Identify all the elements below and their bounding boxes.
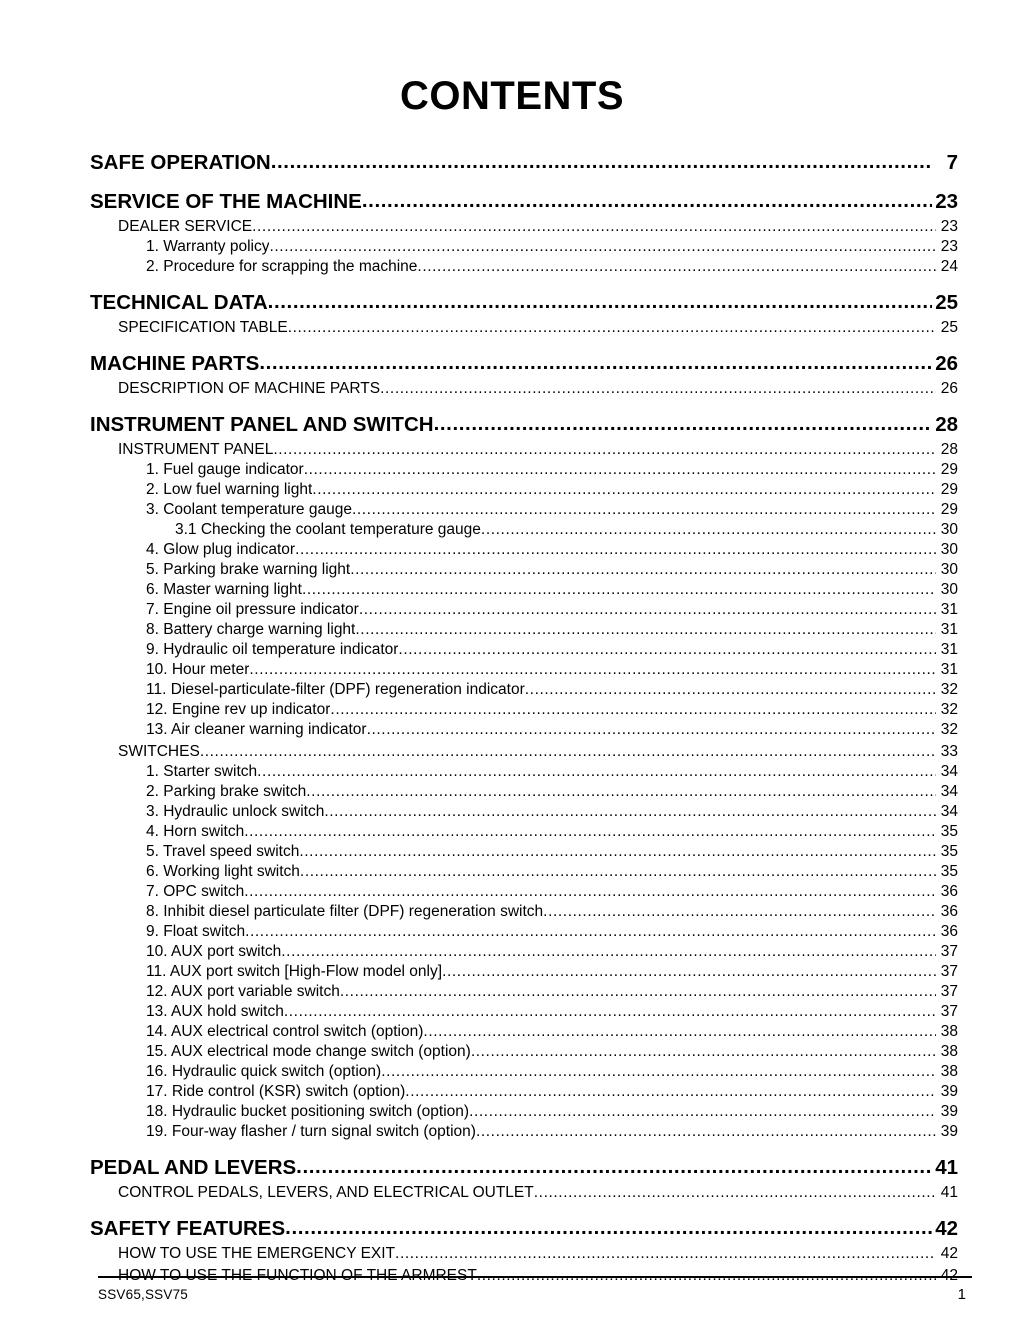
toc-entry[interactable] bbox=[90, 185, 958, 215]
toc-entry[interactable] bbox=[90, 620, 958, 640]
toc-entry[interactable] bbox=[90, 316, 958, 338]
toc-entry-page-number: 29 bbox=[940, 501, 958, 518]
toc-entry-page-number: 23 bbox=[940, 218, 958, 235]
toc-dot-leader bbox=[268, 289, 932, 315]
toc-entry-page-number: 37 bbox=[940, 983, 958, 1000]
toc-dot-leader bbox=[252, 217, 936, 237]
toc-entry-label: 12. AUX port variable switch bbox=[146, 983, 340, 1000]
toc-dot-leader bbox=[398, 640, 936, 660]
toc-entry-page-number: 23 bbox=[935, 190, 958, 213]
toc-dot-leader bbox=[249, 660, 936, 680]
toc-dot-leader bbox=[362, 188, 932, 214]
toc-entry-page-number: 34 bbox=[940, 763, 958, 780]
toc-entry[interactable] bbox=[90, 1082, 958, 1102]
toc-entry[interactable] bbox=[90, 942, 958, 962]
toc-entry-page-number: 36 bbox=[940, 883, 958, 900]
toc-entry[interactable] bbox=[90, 560, 958, 580]
toc-entry-label: DESCRIPTION OF MACHINE PARTS bbox=[118, 380, 381, 397]
toc-dot-leader bbox=[471, 1042, 936, 1062]
toc-entry-page-number: 28 bbox=[935, 413, 958, 436]
toc-entry[interactable] bbox=[90, 377, 958, 399]
toc-entry-page-number: 30 bbox=[940, 581, 958, 598]
toc-entry-label: 13. Air cleaner warning indicator bbox=[146, 721, 367, 738]
toc-dot-leader bbox=[380, 379, 936, 399]
toc-entry-page-number: 38 bbox=[940, 1043, 958, 1060]
toc-entry-page-number: 38 bbox=[940, 1023, 958, 1040]
toc-entry-page-number: 30 bbox=[940, 561, 958, 578]
toc-entry-page-number: 42 bbox=[935, 1217, 958, 1240]
toc-dot-leader bbox=[543, 902, 936, 922]
toc-entry-page-number: 37 bbox=[940, 943, 958, 960]
toc-dot-leader bbox=[302, 580, 936, 600]
toc-entry-label: 4. Horn switch bbox=[146, 823, 245, 840]
toc-entry[interactable] bbox=[90, 882, 958, 902]
toc-dot-leader bbox=[244, 882, 936, 902]
toc-dot-leader bbox=[340, 982, 936, 1002]
toc-entry[interactable] bbox=[90, 1102, 958, 1122]
toc-entry-page-number: 30 bbox=[940, 521, 958, 538]
toc-entry-page-number: 37 bbox=[940, 963, 958, 980]
toc-entry[interactable] bbox=[90, 215, 958, 237]
toc-entry-label: 11. AUX port switch [High-Flow model only] bbox=[146, 963, 443, 980]
toc-entry-label: 8. Battery charge warning light bbox=[146, 621, 356, 638]
toc-entry-label: SPECIFICATION TABLE bbox=[118, 319, 288, 336]
toc-entry-label: HOW TO USE THE FUNCTION OF THE ARMREST bbox=[118, 1267, 477, 1284]
toc-entry[interactable] bbox=[90, 720, 958, 740]
toc-entry-label: 10. AUX port switch bbox=[146, 943, 282, 960]
toc-entry-page-number: 39 bbox=[940, 1123, 958, 1140]
toc-entry-label: DEALER SERVICE bbox=[118, 218, 253, 235]
toc-entry[interactable] bbox=[90, 1212, 958, 1242]
toc-entry-page-number: 35 bbox=[940, 863, 958, 880]
toc-entry[interactable] bbox=[90, 680, 958, 700]
toc-entry-label: 13. AUX hold switch bbox=[146, 1003, 284, 1020]
toc-entry-page-number: 23 bbox=[940, 238, 958, 255]
toc-dot-leader bbox=[525, 680, 936, 700]
toc-dot-leader bbox=[300, 862, 936, 882]
toc-entry[interactable] bbox=[90, 237, 958, 257]
toc-entry-page-number: 37 bbox=[940, 1003, 958, 1020]
toc-dot-leader bbox=[476, 1122, 936, 1142]
toc-entry[interactable] bbox=[90, 520, 958, 540]
toc-entry-label: 4. Glow plug indicator bbox=[146, 541, 296, 558]
toc-entry-page-number: 29 bbox=[940, 461, 958, 478]
toc-entry[interactable] bbox=[90, 600, 958, 620]
toc-entry[interactable] bbox=[90, 1062, 958, 1082]
toc-entry[interactable] bbox=[90, 842, 958, 862]
toc-entry[interactable] bbox=[90, 1022, 958, 1042]
toc-entry[interactable] bbox=[90, 740, 958, 762]
toc-entry-page-number: 26 bbox=[940, 380, 958, 397]
toc-dot-leader bbox=[281, 942, 936, 962]
table-of-contents bbox=[90, 146, 958, 1286]
toc-entry-label: SERVICE OF THE MACHINE bbox=[90, 190, 362, 213]
toc-entry[interactable] bbox=[90, 500, 958, 520]
toc-entry-label: 15. AUX electrical mode change switch (option) bbox=[146, 1043, 471, 1060]
toc-dot-leader bbox=[350, 560, 936, 580]
toc-entry[interactable] bbox=[90, 286, 958, 316]
toc-entry-label: PEDAL AND LEVERS bbox=[90, 1156, 297, 1179]
toc-dot-leader bbox=[288, 318, 936, 338]
toc-entry-label: 19. Four-way flasher / turn signal switch (option) bbox=[146, 1123, 476, 1140]
toc-entry-label: 11. Diesel-particulate-filter (DPF) regeneration indicator bbox=[146, 681, 525, 698]
toc-dot-leader bbox=[355, 620, 936, 640]
toc-entry[interactable] bbox=[90, 408, 958, 438]
toc-entry[interactable] bbox=[90, 700, 958, 720]
toc-dot-leader bbox=[367, 720, 936, 740]
toc-entry-page-number: 38 bbox=[940, 1063, 958, 1080]
toc-dot-leader bbox=[200, 742, 936, 762]
toc-dot-leader bbox=[273, 440, 936, 460]
toc-entry-page-number: 33 bbox=[940, 743, 958, 760]
toc-dot-leader bbox=[285, 1215, 932, 1241]
toc-entry[interactable] bbox=[90, 962, 958, 982]
page-footer bbox=[98, 1276, 972, 1303]
toc-entry[interactable] bbox=[90, 922, 958, 942]
toc-entry-page-number: 32 bbox=[940, 701, 958, 718]
toc-entry-label: SAFE OPERATION bbox=[90, 151, 271, 174]
toc-dot-leader bbox=[434, 411, 932, 437]
toc-entry-page-number: 7 bbox=[946, 151, 958, 174]
toc-entry[interactable] bbox=[90, 1242, 958, 1264]
toc-entry-label: 2. Low fuel warning light bbox=[146, 481, 313, 498]
toc-entry-label: 16. Hydraulic quick switch (option) bbox=[146, 1063, 382, 1080]
toc-entry-label: 9. Hydraulic oil temperature indicator bbox=[146, 641, 399, 658]
toc-dot-leader bbox=[312, 480, 936, 500]
toc-entry-page-number: 41 bbox=[935, 1156, 958, 1179]
toc-entry[interactable] bbox=[90, 660, 958, 680]
toc-entry[interactable] bbox=[90, 802, 958, 822]
toc-entry-page-number: 35 bbox=[940, 843, 958, 860]
toc-entry-page-number: 36 bbox=[940, 903, 958, 920]
toc-entry-label: 7. Engine oil pressure indicator bbox=[146, 601, 359, 618]
toc-dot-leader bbox=[269, 237, 936, 257]
toc-dot-leader bbox=[381, 1062, 936, 1082]
toc-entry-page-number: 31 bbox=[940, 661, 958, 678]
toc-dot-leader bbox=[481, 520, 936, 540]
toc-entry[interactable] bbox=[90, 480, 958, 500]
toc-dot-leader bbox=[405, 1082, 936, 1102]
toc-entry-label: 10. Hour meter bbox=[146, 661, 250, 678]
toc-entry[interactable] bbox=[90, 1151, 958, 1181]
toc-entry-page-number: 35 bbox=[940, 823, 958, 840]
toc-entry-page-number: 28 bbox=[940, 441, 958, 458]
toc-entry-label: 3. Coolant temperature gauge bbox=[146, 501, 352, 518]
toc-entry-label: 6. Working light switch bbox=[146, 863, 300, 880]
toc-dot-leader bbox=[469, 1102, 936, 1122]
toc-entry-page-number: 25 bbox=[935, 291, 958, 314]
toc-dot-leader bbox=[423, 1022, 936, 1042]
toc-entry[interactable] bbox=[90, 1181, 958, 1203]
toc-entry[interactable] bbox=[90, 902, 958, 922]
toc-entry[interactable] bbox=[90, 862, 958, 882]
toc-dot-leader bbox=[259, 350, 932, 376]
footer-model-label: SSV65,SSV75 bbox=[98, 1287, 189, 1302]
toc-entry-label: SWITCHES bbox=[118, 743, 200, 760]
toc-entry-label: 17. Ride control (KSR) switch (option) bbox=[146, 1083, 406, 1100]
toc-dot-leader bbox=[257, 762, 936, 782]
toc-entry-page-number: 34 bbox=[940, 803, 958, 820]
toc-entry-label: 9. Float switch bbox=[146, 923, 246, 940]
toc-entry-label: 1. Starter switch bbox=[146, 763, 258, 780]
toc-entry[interactable] bbox=[90, 146, 958, 176]
toc-entry[interactable] bbox=[90, 822, 958, 842]
toc-entry-page-number: 41 bbox=[940, 1184, 958, 1201]
toc-entry-page-number: 25 bbox=[940, 319, 958, 336]
toc-dot-leader bbox=[534, 1183, 936, 1203]
toc-entry[interactable] bbox=[90, 1122, 958, 1142]
toc-entry-page-number: 39 bbox=[940, 1103, 958, 1120]
toc-entry-page-number: 42 bbox=[940, 1245, 958, 1262]
toc-entry-page-number: 32 bbox=[940, 721, 958, 738]
toc-dot-leader bbox=[299, 842, 936, 862]
toc-entry[interactable] bbox=[90, 1042, 958, 1062]
toc-entry-label: INSTRUMENT PANEL AND SWITCH bbox=[90, 413, 434, 436]
toc-entry[interactable] bbox=[90, 1002, 958, 1022]
toc-entry-label: 5. Parking brake warning light bbox=[146, 561, 351, 578]
toc-entry-page-number: 32 bbox=[940, 681, 958, 698]
toc-entry-label: 8. Inhibit diesel particulate filter (DPF) regeneration switch bbox=[146, 903, 544, 920]
page-title: CONTENTS bbox=[400, 74, 624, 118]
toc-entry-label: 12. Engine rev up indicator bbox=[146, 701, 331, 718]
toc-entry-label: TECHNICAL DATA bbox=[90, 291, 268, 314]
toc-entry[interactable] bbox=[90, 460, 958, 480]
toc-entry[interactable] bbox=[90, 257, 958, 277]
toc-entry[interactable] bbox=[90, 438, 958, 460]
toc-entry-label: INSTRUMENT PANEL bbox=[118, 441, 274, 458]
toc-entry-page-number: 26 bbox=[935, 352, 958, 375]
toc-entry-label: 2. Procedure for scrapping the machine bbox=[146, 258, 418, 275]
toc-entry-page-number: 30 bbox=[940, 541, 958, 558]
toc-entry-page-number: 39 bbox=[940, 1083, 958, 1100]
toc-dot-leader bbox=[295, 540, 936, 560]
toc-entry-label: CONTROL PEDALS, LEVERS, AND ELECTRICAL OUTLET bbox=[118, 1184, 534, 1201]
toc-entry-label: 3.1 Checking the coolant temperature gauge bbox=[175, 521, 481, 538]
toc-entry[interactable] bbox=[90, 347, 958, 377]
toc-entry-label: MACHINE PARTS bbox=[90, 352, 260, 375]
toc-entry-label: 18. Hydraulic bucket positioning switch (option) bbox=[146, 1103, 470, 1120]
toc-dot-leader bbox=[324, 802, 936, 822]
toc-entry-label: 5. Travel speed switch bbox=[146, 843, 300, 860]
footer-page-number: 1 bbox=[957, 1286, 966, 1303]
toc-entry-label: 1. Warranty policy bbox=[146, 238, 270, 255]
toc-entry[interactable] bbox=[90, 982, 958, 1002]
toc-entry-page-number: 31 bbox=[940, 601, 958, 618]
toc-entry-label: HOW TO USE THE EMERGENCY EXIT bbox=[118, 1245, 396, 1262]
toc-dot-leader bbox=[359, 600, 936, 620]
toc-entry-page-number: 31 bbox=[940, 641, 958, 658]
toc-entry-label: SAFETY FEATURES bbox=[90, 1217, 286, 1240]
toc-entry[interactable] bbox=[90, 540, 958, 560]
toc-dot-leader bbox=[417, 257, 936, 277]
toc-dot-leader bbox=[306, 782, 936, 802]
toc-dot-leader bbox=[271, 149, 932, 175]
toc-entry-page-number: 31 bbox=[940, 621, 958, 638]
toc-entry-label: 2. Parking brake switch bbox=[146, 783, 307, 800]
toc-entry-page-number: 36 bbox=[940, 923, 958, 940]
toc-dot-leader bbox=[442, 962, 936, 982]
toc-entry-label: 3. Hydraulic unlock switch bbox=[146, 803, 325, 820]
toc-dot-leader bbox=[330, 700, 936, 720]
toc-entry[interactable] bbox=[90, 640, 958, 660]
toc-dot-leader bbox=[304, 460, 936, 480]
toc-entry-label: 14. AUX electrical control switch (option) bbox=[146, 1023, 424, 1040]
toc-entry-page-number: 24 bbox=[940, 258, 958, 275]
toc-entry-label: 6. Master warning light bbox=[146, 581, 302, 598]
footer-row bbox=[98, 1286, 972, 1303]
toc-entry[interactable] bbox=[90, 762, 958, 782]
toc-entry[interactable] bbox=[90, 580, 958, 600]
toc-dot-leader bbox=[245, 922, 936, 942]
toc-entry[interactable] bbox=[90, 782, 958, 802]
toc-dot-leader bbox=[244, 822, 936, 842]
toc-entry-page-number: 42 bbox=[940, 1267, 958, 1284]
toc-dot-leader bbox=[352, 500, 936, 520]
toc-entry-page-number: 29 bbox=[940, 481, 958, 498]
toc-entry-label: 7. OPC switch bbox=[146, 883, 245, 900]
footer-divider bbox=[98, 1276, 972, 1278]
toc-entry-label: 1. Fuel gauge indicator bbox=[146, 461, 304, 478]
toc-entry-page-number: 34 bbox=[940, 783, 958, 800]
toc-dot-leader bbox=[296, 1154, 932, 1180]
toc-dot-leader bbox=[395, 1244, 936, 1264]
toc-dot-leader bbox=[284, 1002, 936, 1022]
